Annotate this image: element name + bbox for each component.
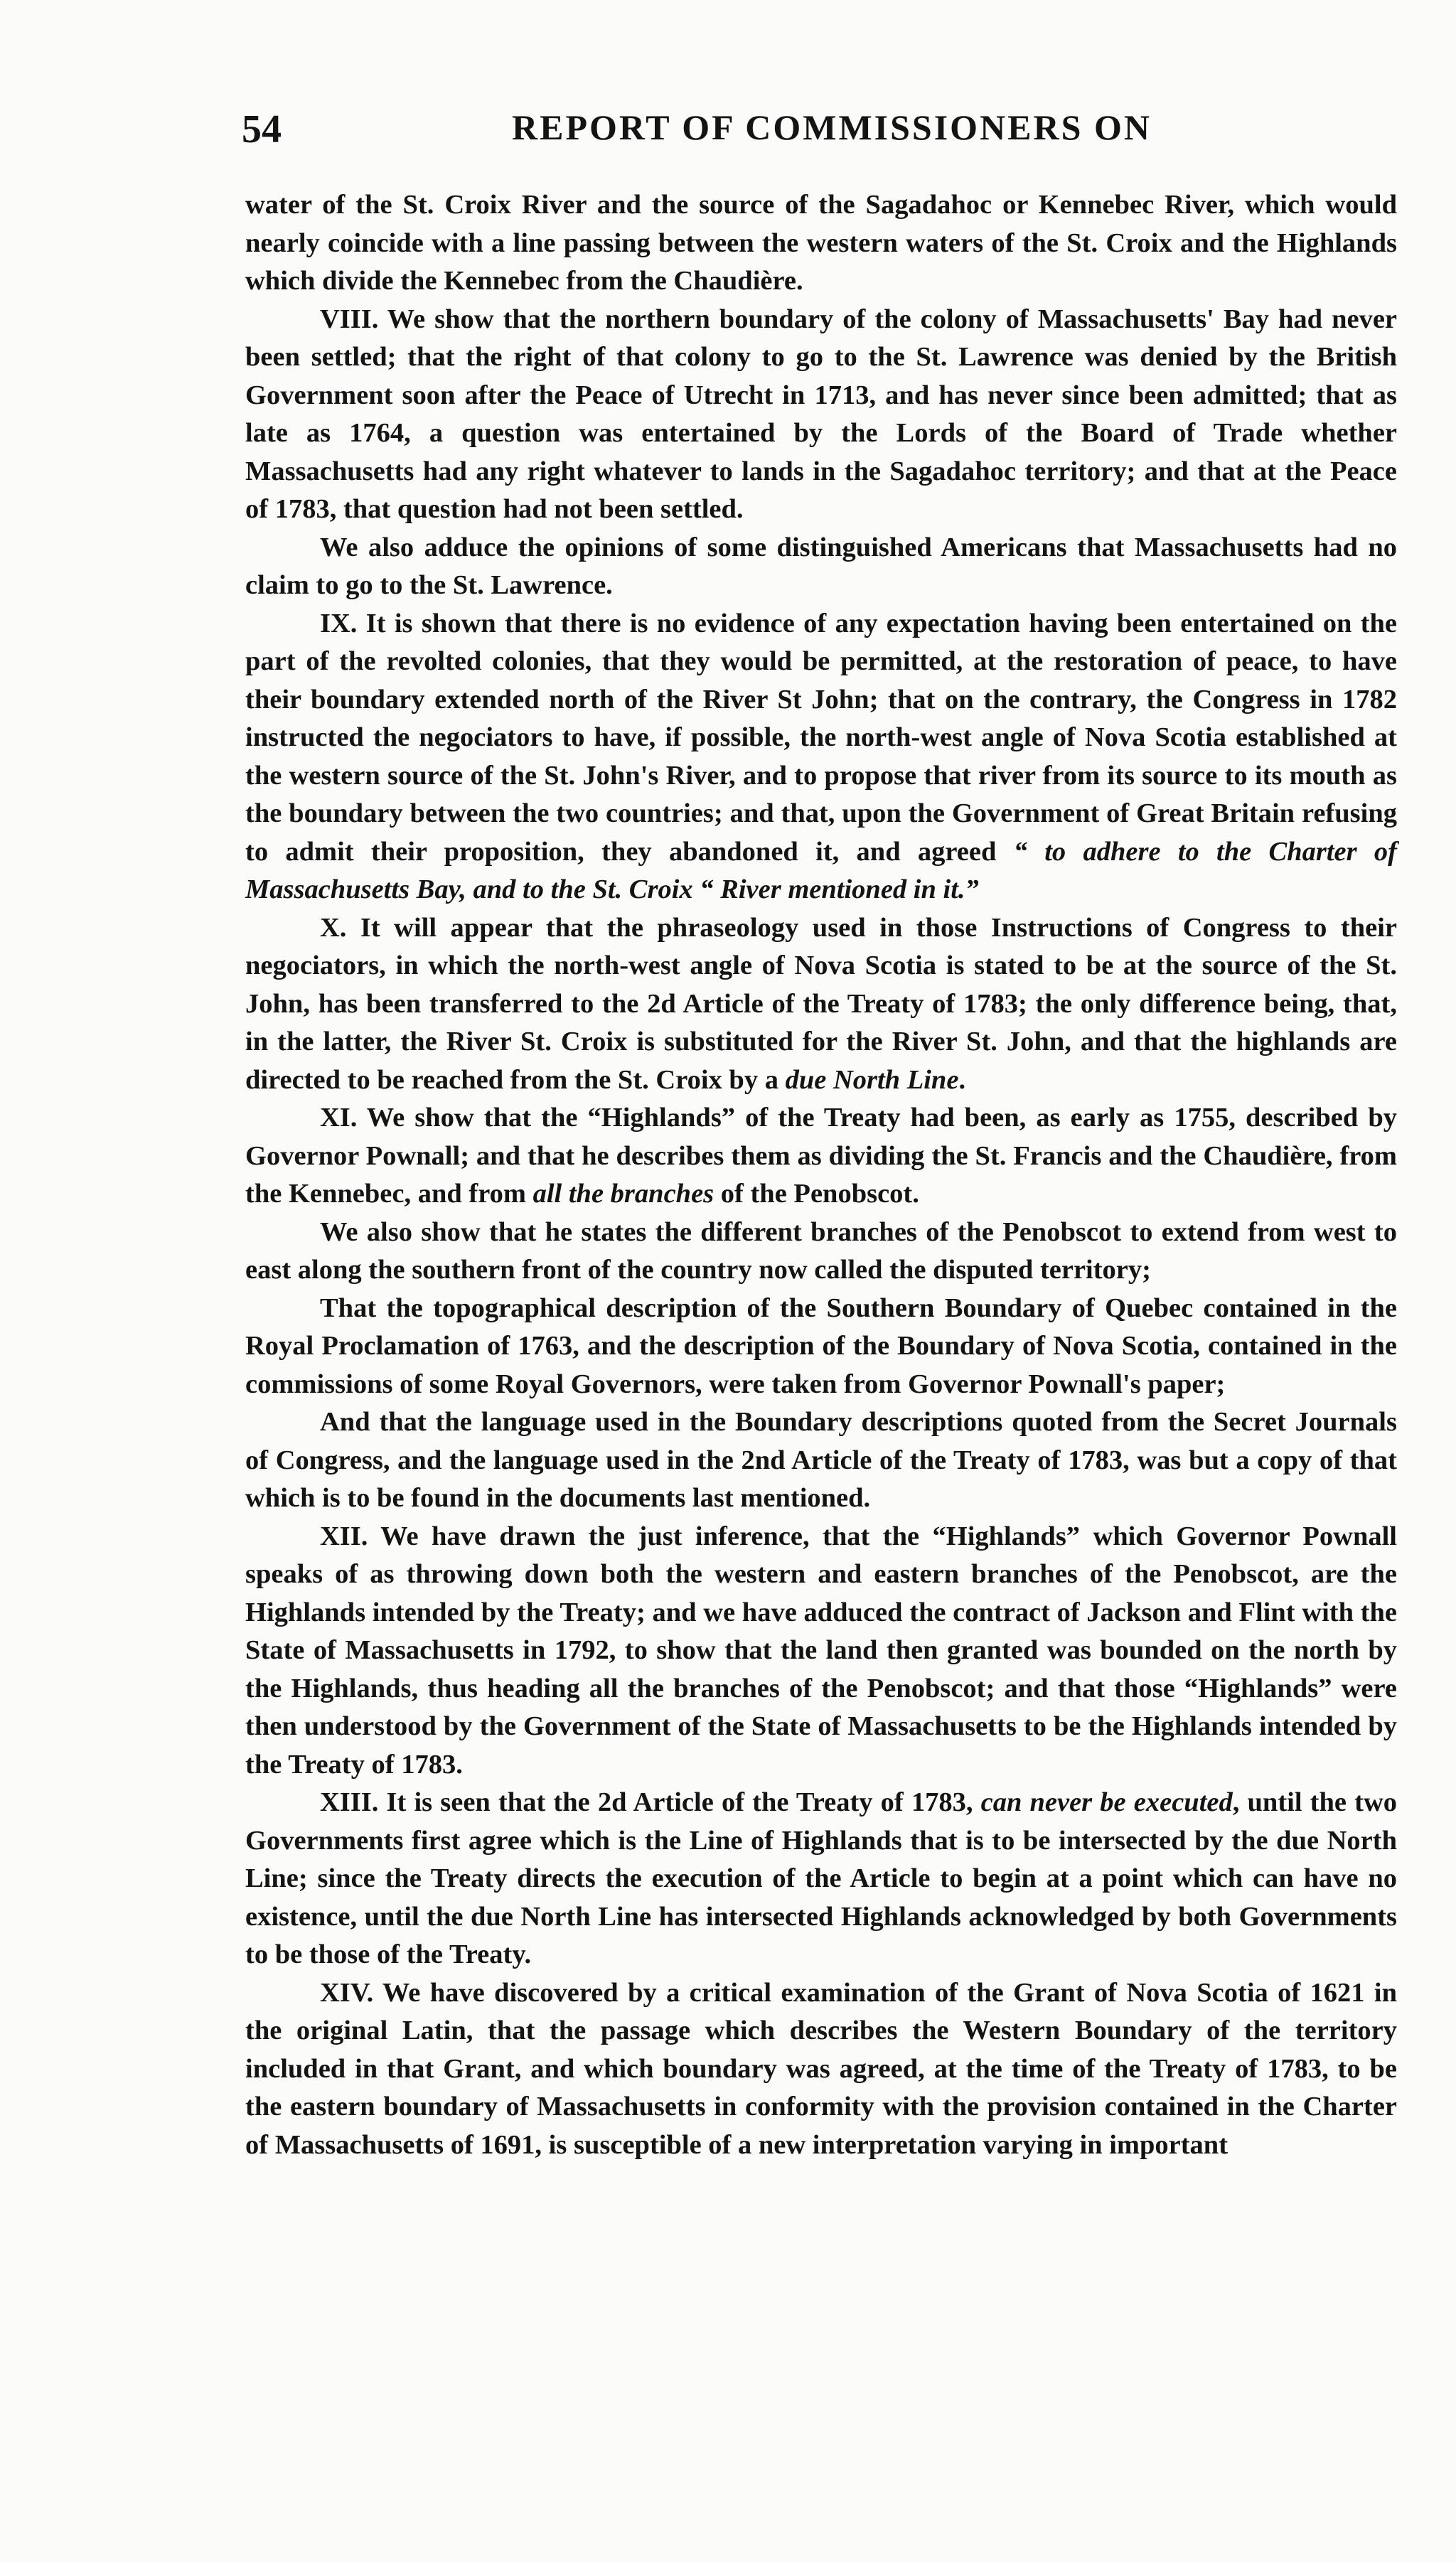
paragraph: We also adduce the opinions of some distinguished Americans that Massachusetts had no claim to go to the St. Lawrence.: [245, 532, 1397, 600]
paragraph: And that the language used in the Boundary descriptions quoted from the Secret Journals of Congress, and the language used in the 2nd Article of the Treaty of 1783, was but a copy of that which is to be found in the documents last mentioned.: [245, 1407, 1397, 1513]
paragraph-xii: XII. We have drawn the just inference, that the “Highlands” which Governor Pownall speaks of as throwing down both the western and eastern branches of the Penobscot, are the Highlands intended by the Treaty; and we have adduced the contract of Jackson and Flint with the State of Massachusetts in 1792, to show that the land then granted was bounded on the north by the Highlands, thus heading all the branches of the Penobscot; and that those “Highlands” were then understood by the Government of the State of Massachusetts to be the Highlands intended by the Treaty of 1783.: [245, 1521, 1397, 1780]
page-body: [245, 186, 1397, 2164]
paragraph-xiii: XIII. It is seen that the 2d Article of the Treaty of 1783, can never be executed, until the two Governments first agree which is the Line of Highlands that is to be intersected by the due North Line; since the Treaty directs the execution of the Article to begin at a point which can have no existence, until the due North Line has intersected Highlands acknowledged by both Governments to be those of the Treaty.: [245, 1787, 1397, 1969]
paragraph: That the topographical description of the Southern Boundary of Quebec contained in the Royal Proclamation of 1763, and the description of the Boundary of Nova Scotia, contained in the commissions of some Royal Governors, were taken from Governor Pownall's paper;: [245, 1293, 1397, 1399]
paragraph-continuation: water of the St. Croix River and the source of the Sagadahoc or Kennebec River, which would nearly coincide with a line passing between the western waters of the St. Croix and the Highlands which divide the Kennebec from the Chaudière.: [245, 190, 1397, 296]
page-header: [242, 107, 1415, 156]
paragraph-x: X. It will appear that the phraseology used in those Instructions of Congress to their negociators, in which the north-west angle of Nova Scotia is stated to be at the source of the St. John, has been transferred to the 2d Article of the Treaty of 1783; the only difference being, that, in the latter, the River St. Croix is substituted for the River St. John, and that the highlands are directed to be reached from the St. Croix by a due North Line.: [245, 912, 1397, 1095]
paragraph-viii: VIII. We show that the northern boundary of the colony of Massachusetts' Bay had never been settled; that the right of that colony to go to the St. Lawrence was denied by the British Government soon after the Peace of Utrecht in 1713, and has never since been admitted; that as late as 1764, a question was entertained by the Lords of the Board of Trade whether Massachusetts had any right whatever to lands in the Sagadahoc territory; and that at the Peace of 1783, that question had not been settled.: [245, 304, 1397, 524]
page-number: 54: [242, 107, 282, 151]
running-title: REPORT OF COMMISSIONERS ON: [512, 107, 1152, 147]
paragraph-xi: XI. We show that the “Highlands” of the Treaty had been, as early as 1755, described by Governor Pownall; and that he describes them as dividing the St. Francis and the Chaudière, from the Kennebec, and from all the branches of the Penobscot.: [245, 1103, 1397, 1209]
paragraph: We also show that he states the different branches of the Penobscot to extend from west to east along the southern front of the country now called the disputed territory;: [245, 1216, 1397, 1285]
paragraph-xiv: XIV. We have discovered by a critical examination of the Grant of Nova Scotia of 1621 in the original Latin, that the passage which describes the Western Boundary of the territory included in that Grant, and which boundary was agreed, at the time of the Treaty of 1783, to be the eastern boundary of Massachusetts in conformity with the provision contained in the Charter of Massachusetts of 1691, is susceptible of a new interpretation varying in important: [245, 1977, 1397, 2160]
paragraph-ix: IX. It is shown that there is no evidence of any expectation having been entertained on the part of the revolted colonies, that they would be permitted, at the restoration of peace, to have their boundary extended north of the River St John; that on the contrary, the Congress in 1782 instructed the negociators to have, if possible, the north-west angle of Nova Scotia established at the western source of the St. John's River, and to propose that river from its source to its mouth as the boundary between the two countries; and that, upon the Government of Great Britain refusing to admit their proposition, they abandoned it, and agreed “ to adhere to the Charter of Massachusetts Bay, and to the St. Croix “ River mentioned in it.”: [245, 608, 1397, 904]
